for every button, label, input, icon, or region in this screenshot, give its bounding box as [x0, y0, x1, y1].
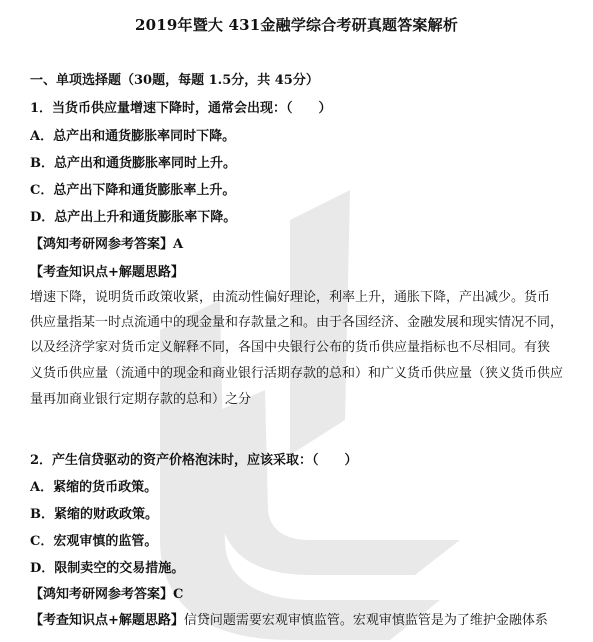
question-2-stem: 2．产生信贷驱动的资产价格泡沫时，应该采取：（ ） — [30, 453, 358, 468]
question-1-stem: 1．当货币供应量增速下降时，通常会出现：（ ） — [30, 101, 332, 116]
question-2-analysis-row — [30, 612, 548, 630]
question-1-analysis-line: 义货币供应量（流通中的现金和商业银行活期存款的总和）和广义货币供应量（狭义货币供应 — [30, 366, 564, 381]
question-2-answer: 【鸿知考研网参考答案】C — [30, 587, 184, 602]
question-2-option-d: D．限制卖空的交易措施。 — [30, 561, 185, 576]
section-heading: 一、单项选择题（30题，每题 1.5分，共 45分） — [30, 73, 319, 88]
question-1-option-d: D．总产出上升和通货膨胀率下降。 — [30, 210, 237, 225]
question-1-option-c: C．总产出下降和通货膨胀率上升。 — [30, 183, 236, 198]
question-2-option-a: A．紧缩的货币政策。 — [30, 480, 158, 495]
question-1-option-a: A．总产出和通货膨胀率同时下降。 — [30, 129, 236, 144]
question-1-option-b: B．总产出和通货膨胀率同时上升。 — [30, 156, 236, 171]
question-2-analysis-text: 信贷问题需要宏观审慎监管。宏观审慎监管是为了维护金融体系 — [183, 613, 548, 628]
question-2-analysis-heading: 【考查知识点+解题思路】 — [30, 613, 184, 628]
question-1-analysis-heading: 【考查知识点+解题思路】 — [30, 265, 184, 280]
question-1-analysis-line: 增速下降，说明货币政策收紧，由流动性偏好理论，利率上升，通胀下降，产出减少。货币 — [30, 290, 551, 305]
question-1-answer: 【鸿知考研网参考答案】A — [30, 237, 184, 252]
question-2-option-b: B．紧缩的财政政策。 — [30, 507, 158, 522]
document-title: 2019年暨大 431金融学综合考研真题答案解析 — [134, 16, 459, 34]
question-1-analysis-line: 以及经济学家对货币定义解释不同，各国中央银行公布的货币供应量指标也不尽相同。有狭 — [30, 340, 551, 355]
question-1-analysis-line: 量再加商业银行定期存款的总和）之分 — [30, 392, 252, 407]
question-2-option-c: C．宏观审慎的监管。 — [30, 534, 158, 549]
question-1-analysis-line: 供应量指某一时点流通中的现金量和存款量之和。由于各国经济、金融发展和现实情况不同， — [30, 315, 564, 330]
